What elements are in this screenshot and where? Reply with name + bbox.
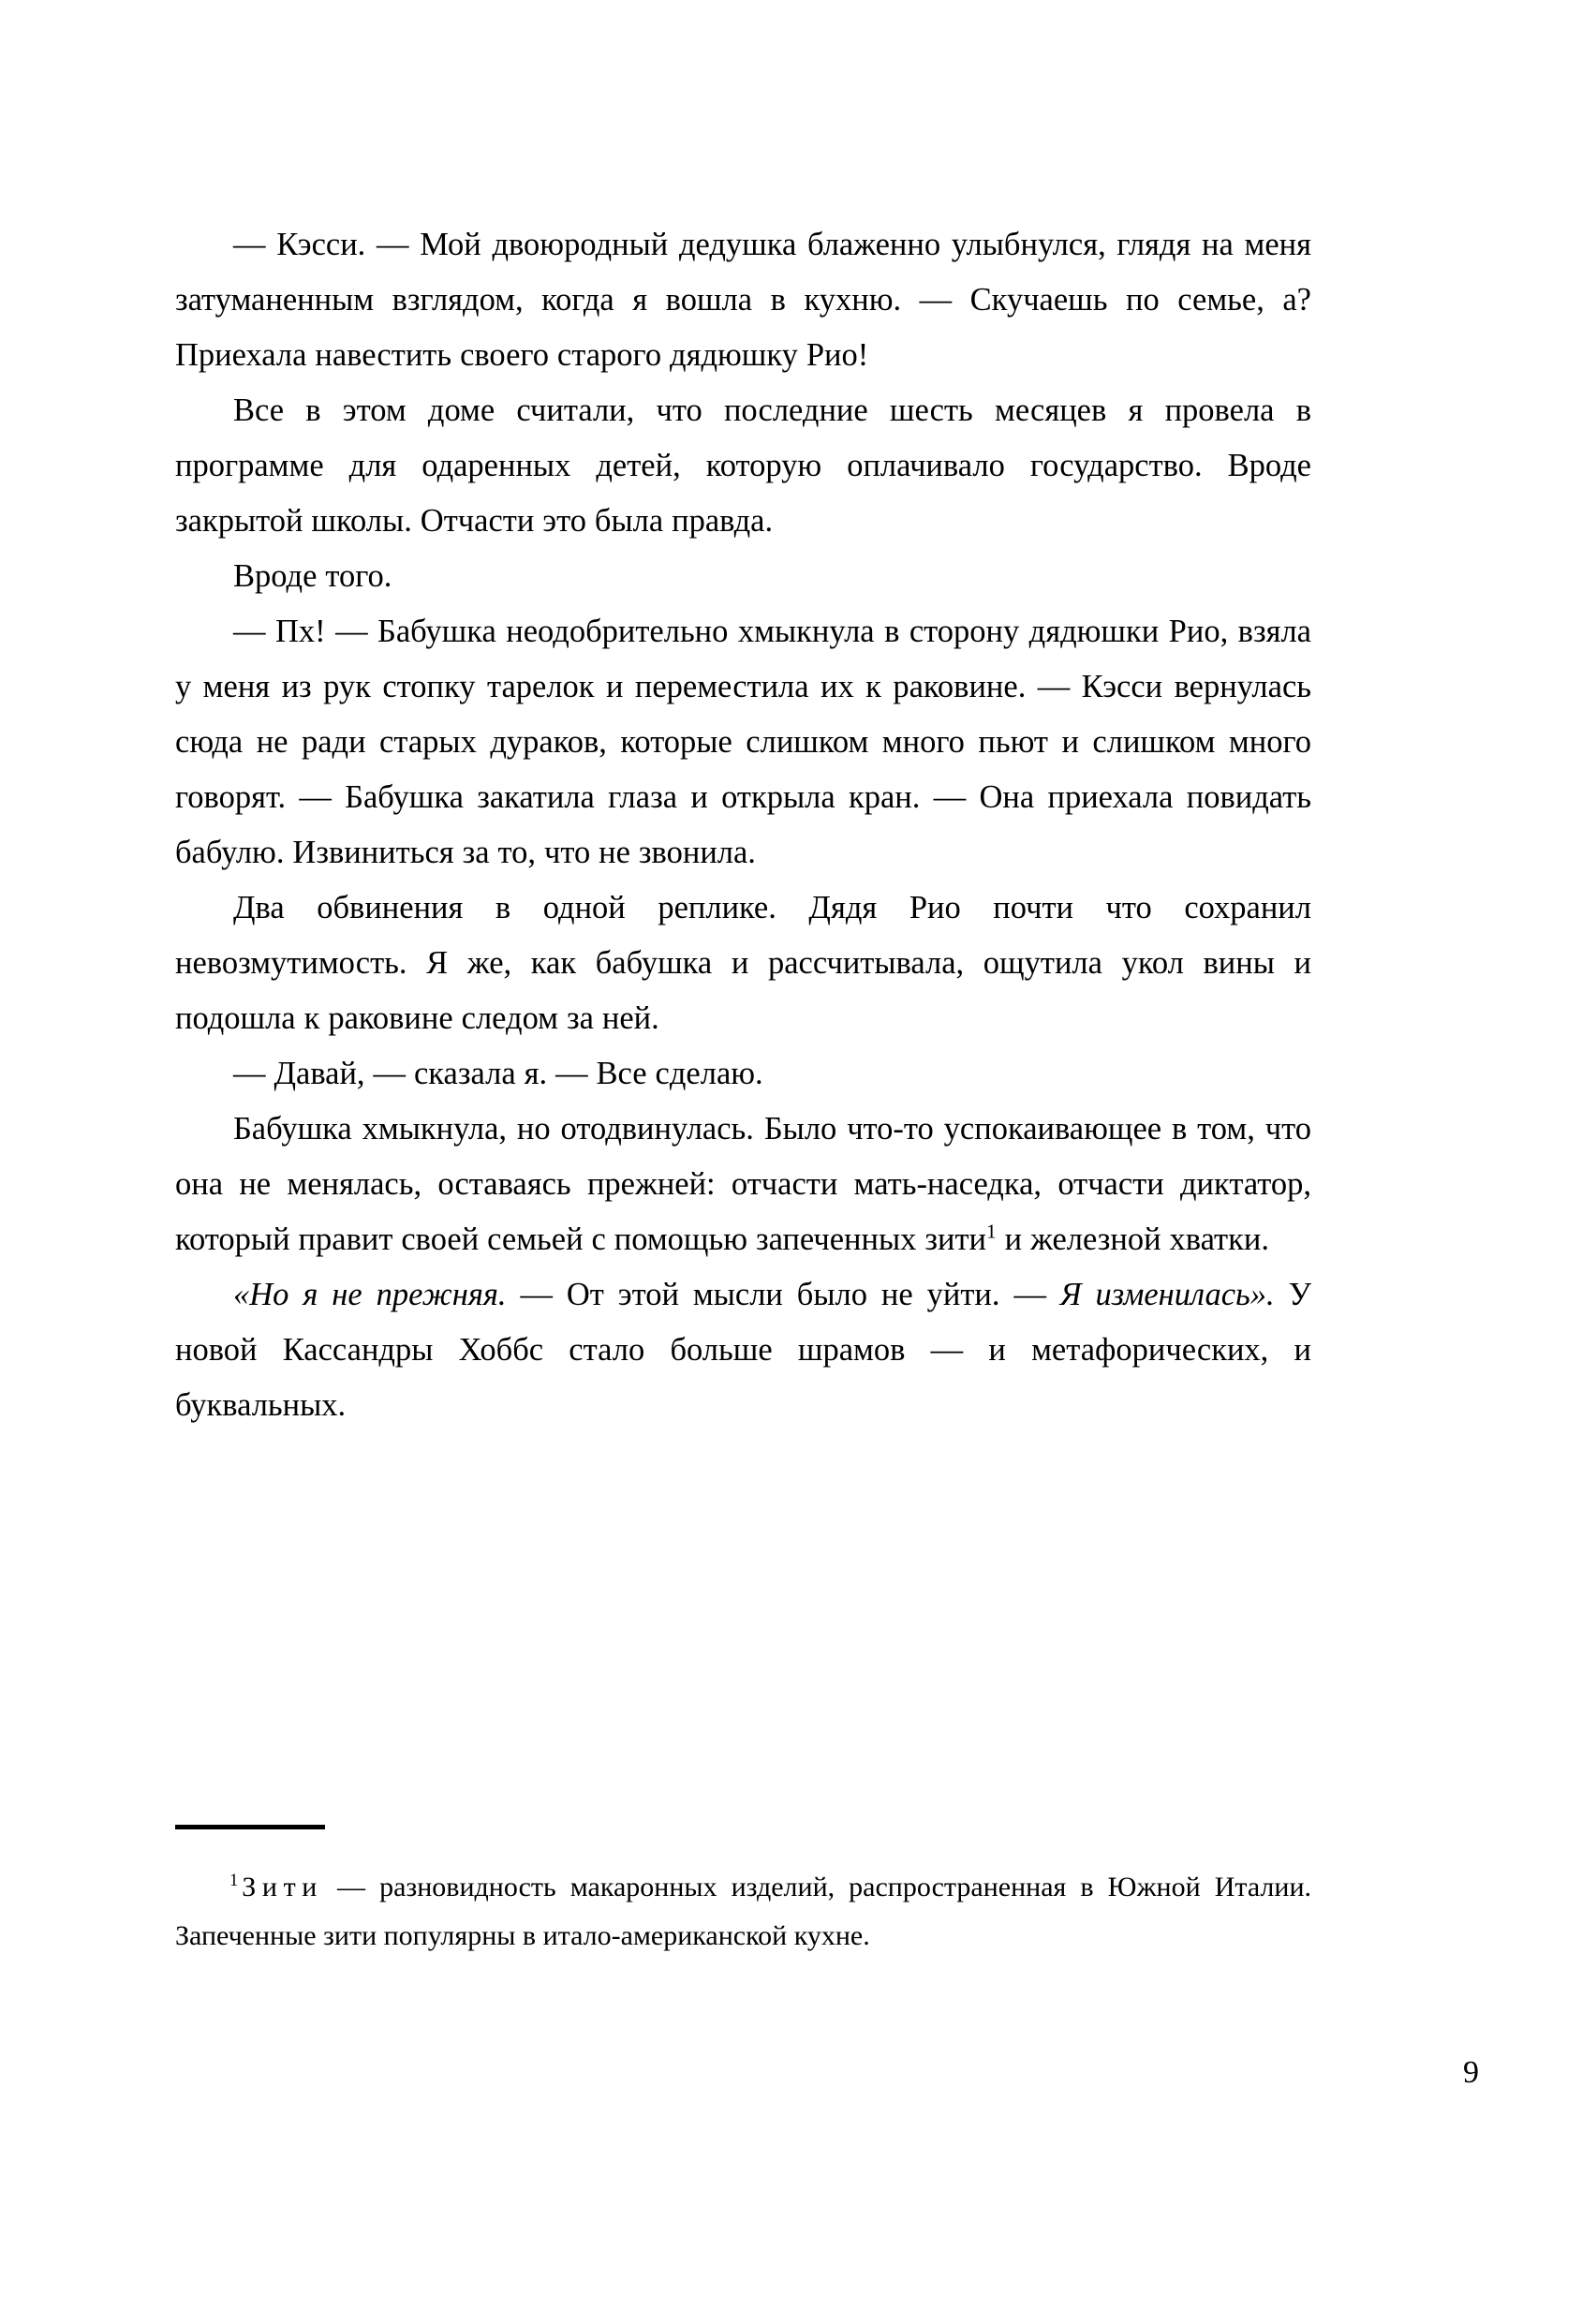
footnote-term: Зити — [242, 1872, 323, 1902]
footnote-number: 1 — [229, 1871, 239, 1890]
paragraph-two-accusations: Два обвинения в одной реплике. Дядя Рио почти что сохранил невозмутимость. Я же, как бабушка и рассчитывала, ощутила укол вины и подошла к раковине следом за ней. — [175, 890, 1311, 1036]
footnote-reference-marker[interactable]: 1 — [986, 1220, 997, 1243]
paragraph-dialogue-cassie: — Кэсси. — Мой двоюродный дедушка блаженно улыбнулся, глядя на меня затуманенным взглядом, когда я вошла в кухню. — Скучаешь по семье, а? Приехала навестить своего старого дядюшку Рио! — [175, 227, 1311, 373]
footnote-block — [175, 1825, 1311, 1961]
inner-thought-italic-second: Я изменилась». — [1059, 1277, 1275, 1312]
paragraph-gifted-program: Все в этом доме считали, что последние шесть месяцев я провела в программе для одаренных детей, которую оплачивало государство. Вроде закрытой школы. Отчасти это была правда. — [175, 392, 1311, 539]
paragraph-ziti-text-before-marker: Бабушка хмыкнула, но отодвинулась. Было что-то успокаивающее в том, что она не менялась, оставаясь прежней: отчасти мать-наседка, отчасти диктатор, который правит своей семьей с помощью запеченных зити — [175, 1111, 1311, 1257]
page-number: 9 — [1463, 2055, 1479, 2090]
inner-thought-italic-first: «Но я не прежняя. — [233, 1277, 507, 1312]
paragraph-ziti-text-after-marker: и железной хватки. — [996, 1221, 1269, 1257]
paragraph-davai-dialogue: — Давай, — сказала я. — Все сделаю. — [233, 1056, 763, 1091]
paragraph-inner-thought — [175, 1267, 1311, 1433]
body-text-column — [175, 217, 1311, 1433]
paragraph-grandmother-dialogue: — Пх! — Бабушка неодобрительно хмыкнула в сторону дядюшки Рио, взяла у меня из рук стопку тарелок и переместила их к раковине. — Кэсси вернулась сюда не ради старых дураков, которые слишком много пьют и слишком много говорят. — Бабушка закатила глаза и открыла кран. — Она приехала повидать бабулю. Извиниться за то, что не звонила. — [175, 614, 1311, 870]
paragraph-grandmother-ziti — [175, 1102, 1311, 1267]
footnote-definition: — разновидность макаронных изделий, распространенная в Южной Италии. Запеченные зити популярны в итало-американской кухне. — [175, 1872, 1311, 1951]
inner-thought-roman-first: — От этой мысли было не уйти. — — [506, 1277, 1060, 1312]
footnote-separator-rule — [175, 1825, 325, 1829]
paragraph-sort-of: Вроде того. — [233, 558, 392, 594]
inner-thought-roman-second: У новой Кассандры Хоббс стало больше шрамов — и метафорических, и буквальных. — [175, 1277, 1311, 1423]
footnote-entry — [175, 1863, 1311, 1961]
